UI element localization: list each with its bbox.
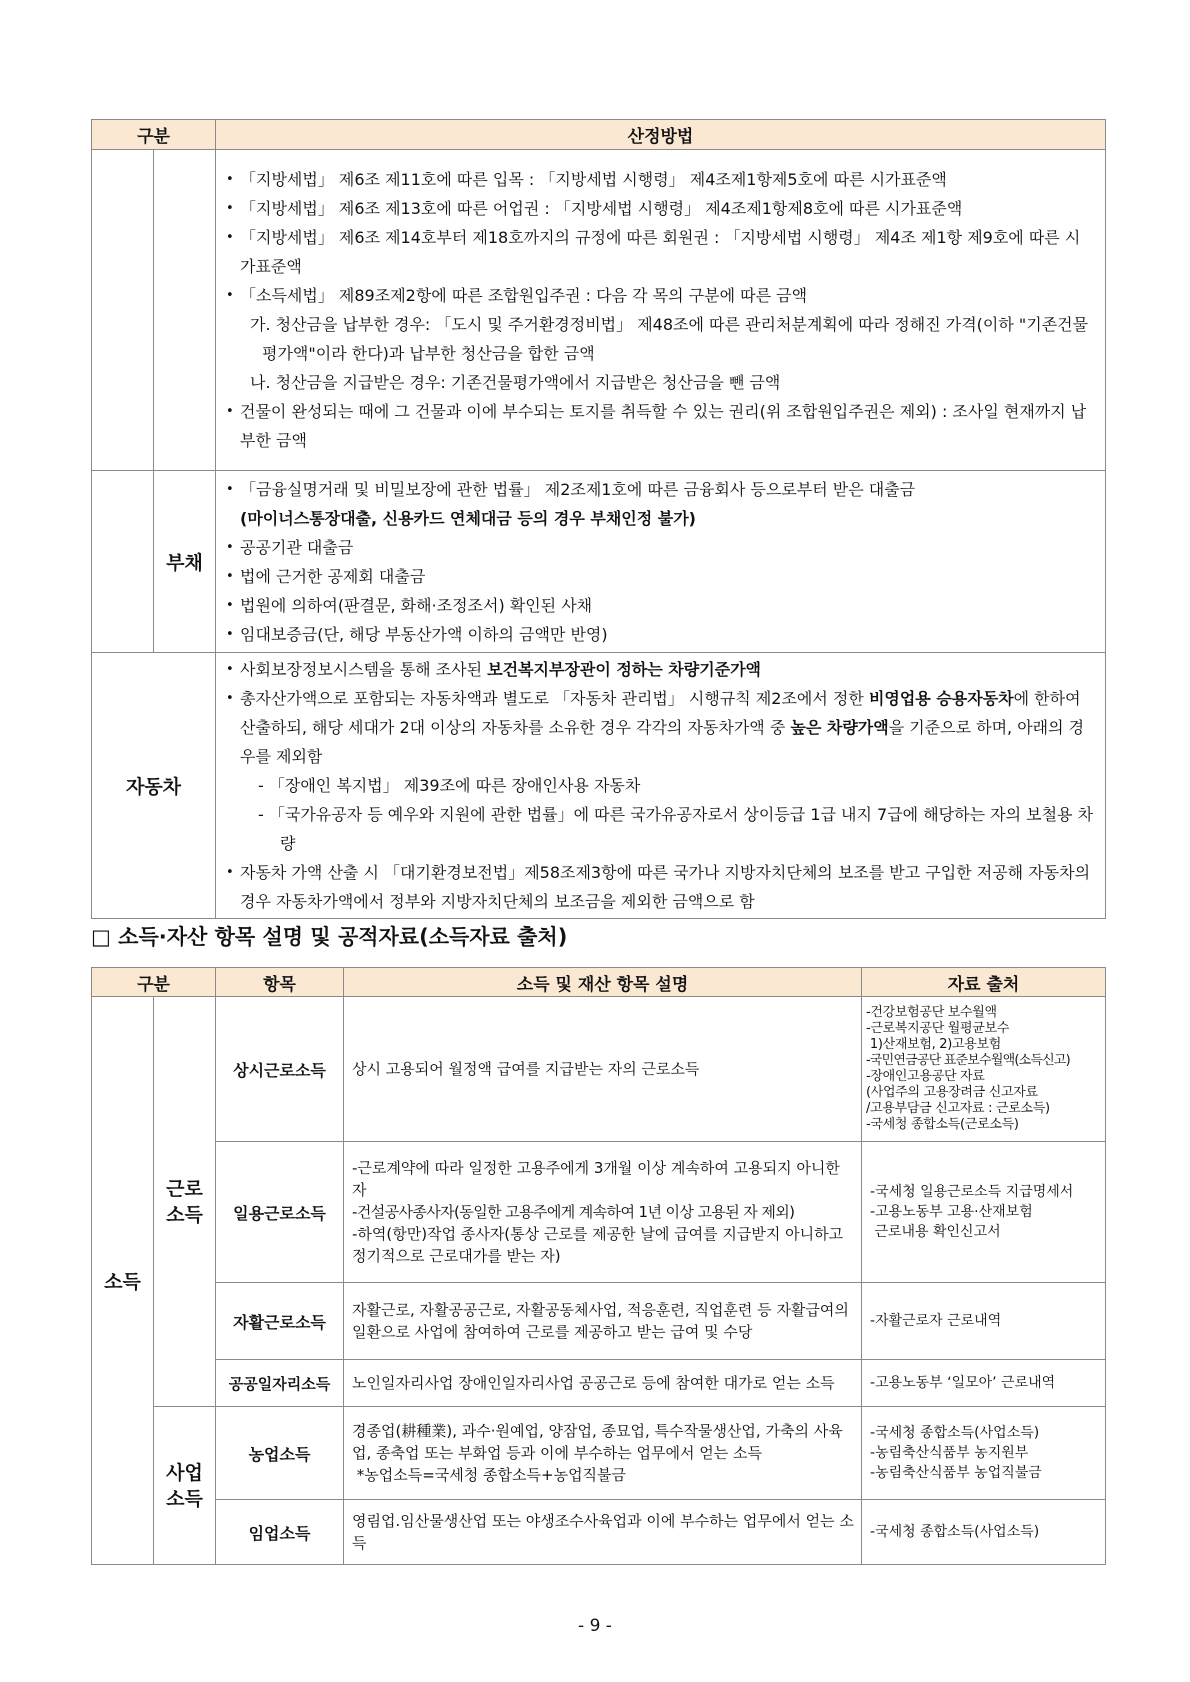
source-line: /고용부담금 신고자료 : 근로소득) — [866, 1101, 1050, 1116]
debt-method-cell — [216, 471, 1106, 653]
header-category: 구분 — [92, 968, 216, 997]
car-item-bold: 보건복지부장관이 정하는 차량기준가액 — [487, 660, 762, 679]
source-line: -국세청 종합소득(사업소득) — [870, 1425, 1040, 1441]
header-method: 산정방법 — [216, 120, 1106, 150]
sub-list-item: 가. 청산금을 납부한 경우: 「도시 및 주거환경정비법」 제48조에 따른 관리처분계획에 따라 정해진 가격(이하 "기존건물평가액"이라 한다)과 납부한 청산금을 합한 금액 — [250, 315, 1089, 363]
table-row — [92, 1500, 1106, 1565]
description-line: -하역(항만)작업 종사자(통상 근로를 제공한 날에 급여를 지급받지 아니하고 정기적으로 근로대가를 받는 자) — [352, 1225, 844, 1265]
car-item-bold: 높은 차량가액 — [790, 718, 889, 737]
table-row — [92, 1283, 1106, 1360]
section-heading: □ 소득·자산 항목 설명 및 공적자료(소득자료 출처) — [91, 925, 568, 949]
source-line: -농림축산식품부 농지원부 — [870, 1445, 1029, 1461]
source-line: -농림축산식품부 농업직불금 — [870, 1465, 1042, 1481]
source-cell — [862, 997, 1106, 1142]
description-line: -건설공사종사자(동일한 고용주에게 계속하여 1년 이상 고용된 자 제외) — [352, 1203, 795, 1221]
header-description: 소득 및 재산 항목 설명 — [344, 968, 862, 997]
category-cell-empty — [92, 471, 154, 653]
car-label: 자동차 — [92, 653, 216, 919]
income-label: 소득 — [92, 997, 154, 1565]
subcategory-cell-empty — [154, 150, 216, 471]
source-line: -국세청 일용근로소득 지급명세서 — [870, 1184, 1074, 1200]
description-cell: 영림업.임산물생산업 또는 야생조수사육업과 이에 부수하는 업무에서 얻는 소득 — [344, 1500, 862, 1565]
source-line: -고용노동부 고용·산재보험 — [870, 1204, 1033, 1220]
table-row — [92, 1407, 1106, 1500]
car-item-text: 사회보장정보시스템을 통해 조사된 — [240, 660, 488, 679]
item-cell: 공공일자리소득 — [216, 1360, 344, 1407]
source-line: -건강보험공단 보수월액 — [866, 1005, 997, 1020]
debt-item-text: 「금융실명거래 및 비밀보장에 관한 법률」 제2조제1호에 따른 금융회사 등으로부터 받은 대출금 — [240, 479, 916, 499]
table-row — [92, 1142, 1106, 1283]
car-item-text: 에 한하여 산출하되, 해당 세대가 2대 이상의 자동차를 소유한 경우 각각의 자동차가액 중 — [240, 689, 1081, 737]
car-item-text: 을 기준으로 하며, 아래의 경우를 제외함 — [240, 718, 1085, 766]
header-category: 구분 — [92, 120, 216, 150]
item-cell: 자활근로소득 — [216, 1283, 344, 1360]
debt-item-note: (마이너스통장대출, 신용카드 연체대금 등의 경우 부채인정 불가) — [240, 508, 696, 528]
asset-calculation-table — [91, 119, 1106, 919]
source-cell — [862, 1500, 1106, 1565]
description-cell: 상시 고용되어 월정액 급여를 지급받는 자의 근로소득 — [344, 997, 862, 1142]
item-cell: 일용근로소득 — [216, 1142, 344, 1283]
debt-label: 부채 — [154, 471, 216, 653]
list-item: • 법원에 의하여(판결문, 화해·조정조서) 확인된 사채 — [224, 591, 1095, 620]
description-cell — [344, 1407, 862, 1500]
table-row — [92, 1360, 1106, 1407]
source-cell — [862, 1360, 1106, 1407]
description-line: *농업소득=국세청 종합소득+농업직불금 — [352, 1466, 627, 1484]
car-item-bold: 비영업용 승용자동차 — [868, 689, 1014, 708]
source-line: -자활근로자 근로내역 — [870, 1313, 1002, 1329]
source-line: (사업주의 고용장려금 신고자료 — [866, 1085, 1038, 1100]
source-line: 1)산재보험, 2)고용보험 — [866, 1037, 1002, 1052]
item-cell: 임업소득 — [216, 1500, 344, 1565]
sub-list-item: 나. 청산금을 지급받은 경우: 기존건물평가액에서 지급받은 청산금을 뺀 금액 — [250, 373, 781, 392]
list-item: • 자동차 가액 산출 시 「대기환경보전법」제58조제3항에 따른 국가나 지방자치단체의 보조를 받고 구입한 저공해 자동차의 경우 자동차가액에서 정부와 지방자치단체의 보조금을 제외한 금액으로 함 — [224, 858, 1095, 916]
table-row — [92, 653, 1106, 919]
description-line: -근로계약에 따라 일정한 고용주에게 3개월 이상 계속하여 고용되지 아니한 자 — [352, 1159, 840, 1199]
sub-list-item: - 「장애인 복지법」 제39조에 따른 장애인사용 자동차 — [258, 776, 641, 795]
description-cell: 노인일자리사업 장애인일자리사업 공공근로 등에 참여한 대가로 얻는 소득 — [344, 1360, 862, 1407]
business-income-label: 사업 소득 — [154, 1407, 216, 1565]
car-item-text: 총자산가액으로 포함되는 자동차액과 별도로 「자동차 관리법」 시행규칙 제2조에서 정한 — [240, 689, 869, 708]
description-cell — [344, 1142, 862, 1283]
item-cell: 상시근로소득 — [216, 997, 344, 1142]
list-item: • 「소득세법」 제89조제2항에 따른 조합원입주권 : 다음 각 목의 구분에 따른 금액 — [224, 281, 1095, 310]
page-number: - 9 - — [578, 1616, 612, 1636]
table-row — [92, 997, 1106, 1142]
list-item: • 법에 근거한 공제회 대출금 — [224, 562, 1095, 591]
sub-list-item: - 「국가유공자 등 예우와 지원에 관한 법률」에 따른 국가유공자로서 상이등급 1급 내지 7급에 해당하는 자의 보철용 차량 — [258, 805, 1094, 853]
source-line: -장애인고용공단 자료 — [866, 1069, 985, 1084]
income-source-table — [91, 967, 1106, 1565]
description-line: 경종업(耕種業), 과수·원예업, 양잠업, 종묘업, 특수작물생산업, 가축의 사육업, 종축업 또는 부화업 등과 이에 부수하는 업무에서 얻는 소득 — [352, 1422, 843, 1462]
table-header-row — [92, 968, 1106, 997]
header-source: 자료 출처 — [862, 968, 1106, 997]
source-line: 근로내용 확인신고서 — [870, 1224, 1001, 1240]
labor-income-label: 근로 소득 — [154, 997, 216, 1407]
list-item — [224, 475, 1095, 533]
header-item: 항목 — [216, 968, 344, 997]
asset-method-cell — [216, 150, 1106, 471]
list-item: • 「지방세법」 제6조 제11호에 따른 입목 : 「지방세법 시행령」 제4조제1항제5호에 따른 시가표준액 — [224, 165, 1095, 194]
table-row — [92, 471, 1106, 653]
category-cell-empty — [92, 150, 154, 471]
source-line: -국민연금공단 표준보수월액(소득신고) — [866, 1053, 1070, 1068]
table-row — [92, 150, 1106, 471]
list-item: • 공공기관 대출금 — [224, 533, 1095, 562]
source-cell — [862, 1407, 1106, 1500]
item-cell: 농업소득 — [216, 1407, 344, 1500]
table-header-row — [92, 120, 1106, 150]
source-line: -국세청 종합소득(사업소득) — [870, 1524, 1040, 1540]
list-item: • 「지방세법」 제6조 제14호부터 제18호까지의 규정에 따른 회원권 : 「지방세법 시행령」 제4조 제1항 제9호에 따른 시가표준액 — [224, 223, 1095, 281]
list-item — [224, 684, 1095, 771]
source-line: -고용노동부 ‘일모아’ 근로내역 — [870, 1375, 1056, 1391]
list-item: • 건물이 완성되는 때에 그 건물과 이에 부수되는 토지를 취득할 수 있는 권리(위 조합원입주권은 제외) : 조사일 현재까지 납부한 금액 — [224, 397, 1095, 455]
source-cell — [862, 1142, 1106, 1283]
list-item — [224, 655, 1095, 684]
source-line: -국세청 종합소득(근로소득) — [866, 1117, 1019, 1132]
list-item: • 임대보증금(단, 해당 부동산가액 이하의 금액만 반영) — [224, 620, 1095, 649]
description-cell: 자활근로, 자활공공근로, 자활공동체사업, 적응훈련, 직업훈련 등 자활급여의 일환으로 사업에 참여하여 근로를 제공하고 받는 급여 및 수당 — [344, 1283, 862, 1360]
source-line: -근로복지공단 월평균보수 — [866, 1021, 1010, 1036]
list-item: • 「지방세법」 제6조 제13호에 따른 어업권 : 「지방세법 시행령」 제4조제1항제8호에 따른 시가표준액 — [224, 194, 1095, 223]
source-cell — [862, 1283, 1106, 1360]
car-method-cell — [216, 653, 1106, 919]
